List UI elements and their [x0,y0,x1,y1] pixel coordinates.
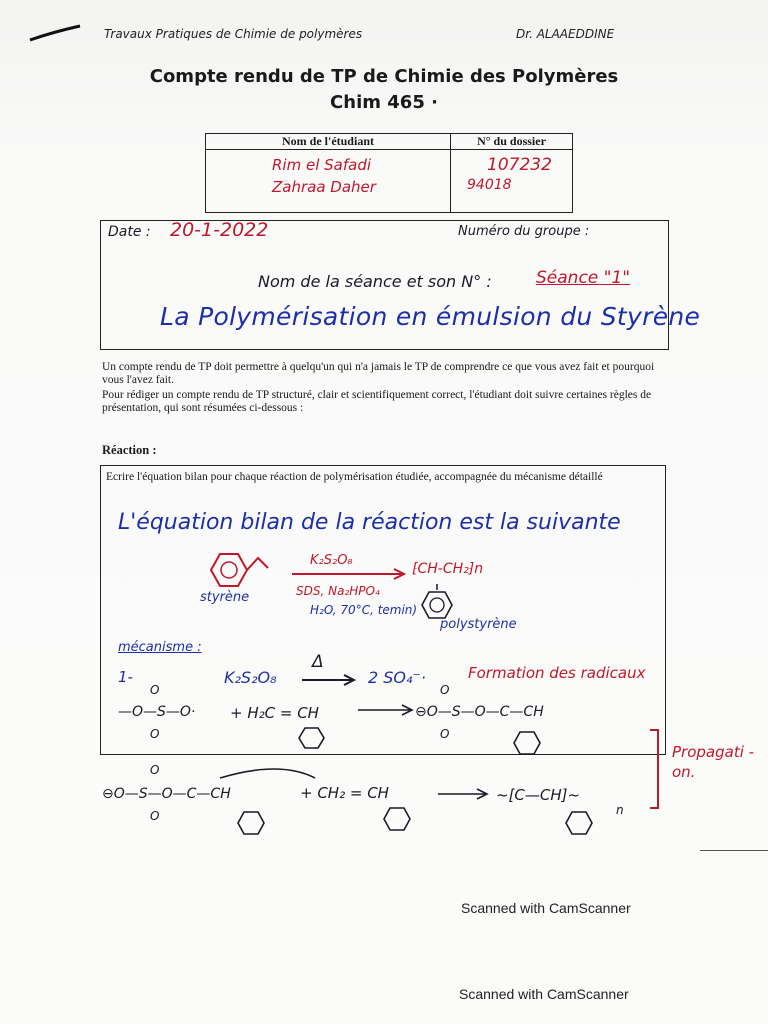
svg-text:O: O [440,727,450,741]
step1-note: Formation des radicaux [468,664,646,682]
instruction-paragraph-1: Un compte rendu de TP doit permettre à quelqu'un qui n'a jamais le TP de comprendre ce que vous avez fait et pourquoi vous l'avez fait. [102,361,655,386]
reagent-bottom: H₂O, 70°C, temin) [310,603,418,617]
polystyrene-label: polystyrène [440,617,517,632]
svg-text:n: n [616,803,624,817]
propagation-label: Propagati -on. [672,743,755,781]
mechanism-initiation-drawing [110,680,560,760]
student-name-2: Zahraa Daher [272,178,376,196]
reagent-top: K₂S₂O₈ [310,553,353,568]
session-name-label: Nom de la séance et son N° : [258,272,492,291]
propagation-bracket [648,728,668,810]
scanner-watermark-1: Scanned with CamScanner [461,900,631,916]
session-title: La Polymérisation en émulsion du Styrène [160,302,701,331]
step1-product: 2 SO₄⁻· [368,668,426,687]
polystyrene-formula: ⁅CH-CH₂⁆n [412,561,484,577]
step1-reactant: K₂S₂O₈ [224,668,277,687]
student-number-1: 107232 [487,155,552,175]
svg-text:+ H₂C = CH: + H₂C = CH [230,704,319,722]
group-label: Numéro du groupe : [458,224,590,239]
col-name-header: Nom de l'étudiant [206,134,451,150]
svg-text:O: O [150,683,160,697]
session-name-value: Séance "1" [536,268,631,288]
svg-text:—O—S—O·: —O—S—O· [118,704,196,720]
svg-text:~[C—CH]~: ~[C—CH]~ [496,786,581,804]
svg-text:O: O [150,763,160,777]
svg-text:O: O [150,809,160,823]
mechanism-label: mécanisme : [118,640,202,655]
svg-text:⊖O—S—O—C—CH: ⊖O—S—O—C—CH [415,704,544,720]
student-name-1: Rim el Safadi [272,156,372,174]
reaction-heading: Réaction : [102,443,157,457]
step1-delta: Δ [312,652,324,672]
reaction-arrow [290,568,408,580]
styrene-label: styrène [200,590,250,605]
instruction-paragraph-2: Pour rédiger un compte rendu de TP structuré, clair et scientifiquement correct, l'étudiant doit suivre certaines règles de présentation, qui sont résumées ci-dessous : [102,389,652,414]
reagent-mid: SDS, Na₂HPO₄ [296,584,380,598]
page-edge-line [700,850,768,851]
svg-text:⊖O—S—O—C—CH: ⊖O—S—O—C—CH [102,786,231,802]
equation-intro: L'équation bilan de la réaction est la suivante [118,510,621,535]
col-number-header: N° du dossier [451,134,573,150]
header-course: Travaux Pratiques de Chimie de polymères [104,27,363,41]
step1-number: 1- [118,668,133,686]
svg-text:O: O [440,683,450,697]
scanner-watermark-2: Scanned with CamScanner [459,986,629,1002]
reaction-instruction: Ecrire l'équation bilan pour chaque réaction de polymérisation étudiée, accompagnée du mécanisme détaillé [106,471,603,483]
pen-stroke-mark [28,22,84,44]
student-id-table [205,133,573,213]
mechanism-propagation-drawing [100,760,660,836]
date-value: 20-1-2022 [170,219,269,241]
page-title: Compte rendu de TP de Chimie des Polymères [149,66,619,87]
svg-text:O: O [150,727,160,741]
svg-text:+ CH₂ = CH: + CH₂ = CH [300,784,389,802]
date-label: Date : [108,224,151,240]
student-number-2: 94018 [467,177,512,193]
header-teacher: Dr. ALAAEDDINE [516,27,615,41]
course-code: Chim 465 · [330,92,438,113]
